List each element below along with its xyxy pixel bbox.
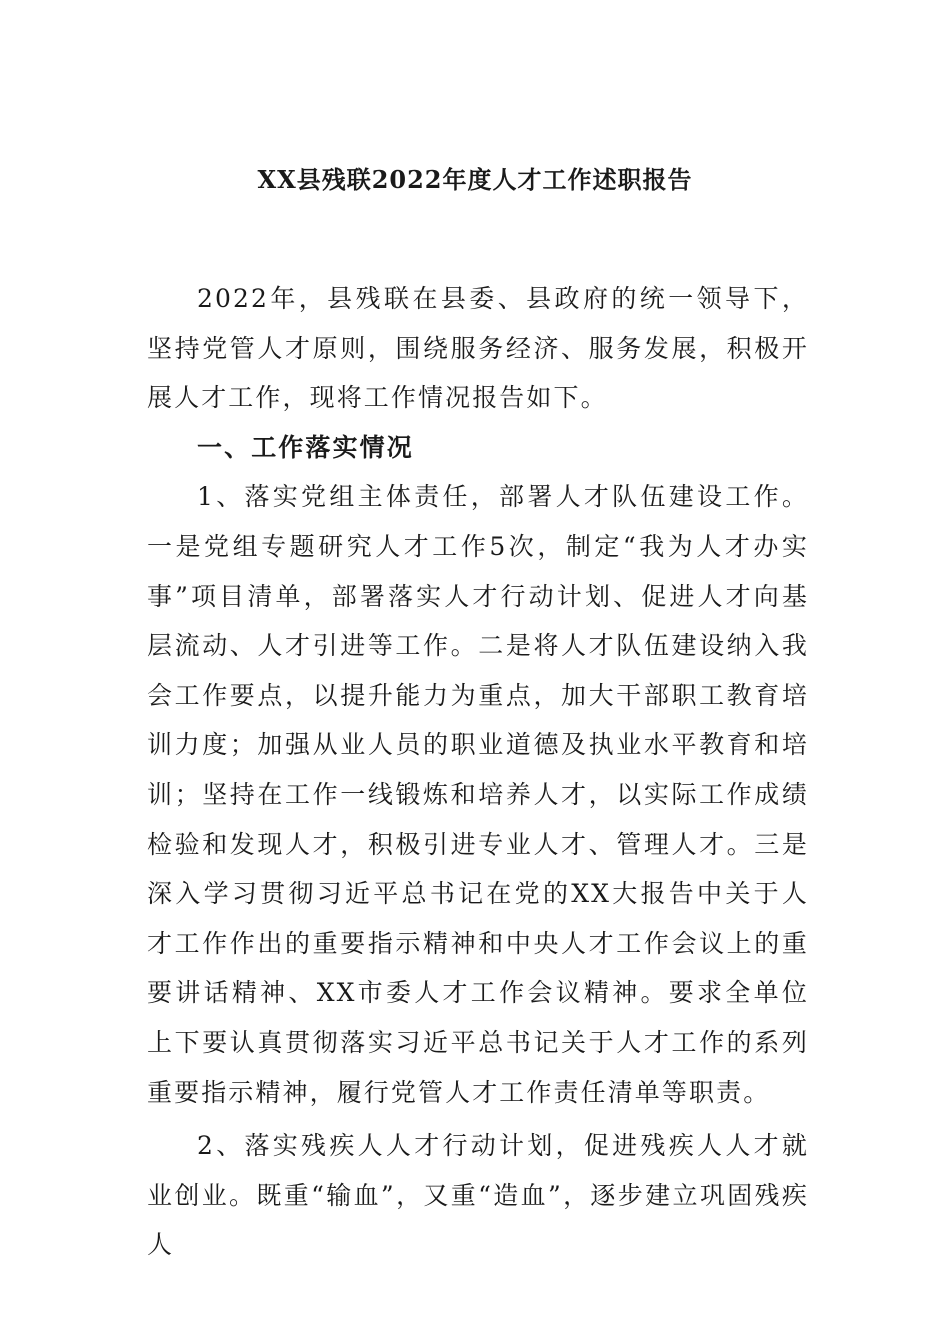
intro-paragraph: 2022年，县残联在县委、县政府的统一领导下，坚持党管人才原则，围绕服务经济、服务发展，积极开展人才工作，现将工作情况报告如下。 <box>147 284 809 413</box>
document-body <box>147 274 809 1270</box>
document-title: XX县残联2022年度人才工作述职报告 <box>257 165 693 194</box>
section-heading: 一、工作落实情况 <box>197 432 414 462</box>
paragraph-item-1: 1、落实党组主体责任，部署人才队伍建设工作。一是党组专题研究人才工作5次，制定“我为人才办实事”项目清单，部署落实人才行动计划、促进人才向基层流动、人才引进等工作。二是将人才队伍建设纳入我会工作要点，以提升能力为重点，加大干部职工教育培训力度；加强从业人员的职业道德及执业水平教育和培训；坚持在工作一线锻炼和培养人才，以实际工作成绩检验和发现人才，积极引进专业人才、管理人才。三是深入学习贯彻习近平总书记在党的XX大报告中关于人才工作作出的重要指示精神和中央人才工作会议上的重要讲话精神、XX市委人才工作会议精神。要求全单位上下要认真贯彻落实习近平总书记关于人才工作的系列重要指示精神，履行党管人才工作责任清单等职责。 <box>147 482 809 1107</box>
paragraph-item-2: 2、落实残疾人人才行动计划，促进残疾人人才就业创业。既重“输血”，又重“造血”，逐步建立巩固残疾人 <box>147 1131 809 1260</box>
